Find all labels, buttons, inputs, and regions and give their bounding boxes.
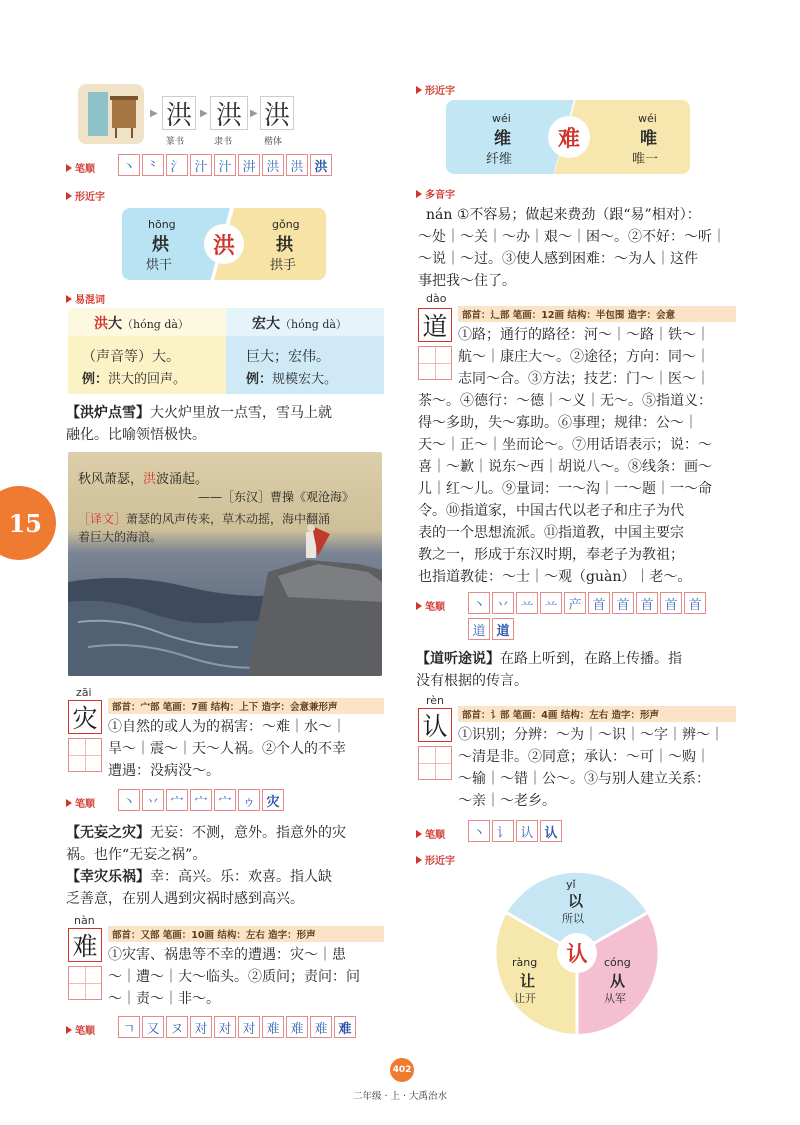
stroke-step: 洪 (262, 154, 284, 176)
zai-pinyin: zāi (76, 686, 92, 699)
poem-illustration (68, 452, 382, 676)
similar-pinyin: ràng (512, 956, 538, 969)
dao-def-line: 志同～合。③方法；技艺：门～｜医～｜ (458, 371, 710, 387)
stroke-step: 道 (492, 618, 514, 640)
stroke-step: 丷 (142, 789, 164, 811)
practice-grid (68, 966, 102, 1000)
dao-def-line: 天～｜正～｜坐而论～。⑦用话语表示；说：～ (418, 437, 712, 453)
stroke-step: ヌ (166, 1016, 188, 1038)
polyphone-line: ～处｜～关｜～办｜艰～｜困～。②不好：～听｜ (418, 229, 726, 245)
similar-char: 从 (610, 972, 626, 990)
dao-def-line: 航～｜康庄大～。②途径；方向：同～｜ (458, 349, 710, 365)
stroke-step: 宀 (166, 789, 188, 811)
stroke-step: 汁 (214, 154, 236, 176)
stroke-step: ⺀ (142, 154, 164, 176)
stroke-step: 对 (214, 1016, 236, 1038)
triangle-icon (416, 190, 422, 198)
evolution-label-regular: 楷体 (264, 137, 283, 147)
similar-char: 拱 (276, 235, 293, 255)
dao-def-line: 茶～。④德行：～德｜～义｜无～。⑤指道义： (418, 393, 712, 409)
similar-center-char: 难 (548, 116, 590, 158)
similar-pinyin: yǐ (566, 878, 576, 891)
ren-def-line: ～亲｜～老乡。 (458, 793, 556, 809)
similar-chars-label: 形近字 (66, 188, 105, 203)
confusing-meaning-left: （声音等）大。 (82, 349, 180, 365)
stroke-step: 首 (588, 592, 610, 614)
confusing-word-right: 宏大（hóng dà） (252, 316, 347, 332)
confusing-example-left: 例：洪大的回声。 (82, 372, 187, 387)
stroke-step: 难 (310, 1016, 332, 1038)
stroke-step: 氵 (166, 154, 188, 176)
poem-translation-line: 着巨大的海浪。 (78, 530, 163, 544)
triangle-icon (66, 295, 72, 303)
dao-def-line: 令。⑩指道家，中国古代以老子和庄子为代 (418, 503, 684, 519)
evolution-label-seal: 篆书 (166, 137, 185, 147)
page-footer: 二年级 · 上 · 大禹治水 (352, 1091, 448, 1102)
dao-def-line: 也指道教徒：～士｜～观（guàn）｜老～。 (418, 569, 692, 585)
dao-info: 部首：辶部 笔画：12画 结构：半包围 造字：会意 (458, 306, 736, 322)
confusing-example-right: 例：规模宏大。 (246, 372, 338, 387)
stroke-step: 又 (142, 1016, 164, 1038)
idiom-text-line: 融化。比喻领悟极快。 (66, 427, 206, 443)
similar-pinyin: wéi (638, 112, 657, 125)
nan-def-line: ①灾害、祸患等不幸的遭遇：灾～｜患 (108, 947, 346, 963)
stroke-step: 难 (286, 1016, 308, 1038)
idiom-hong-lu-dian-xue: 【洪炉点雪】大火炉里放一点雪，雪马上就 (66, 405, 332, 421)
zai-info: 部首：宀部 笔画：7画 结构：上下 造字：会意兼形声 (108, 698, 384, 714)
zai-def-line: ①自然的或人为的祸害：～难｜水～｜ (108, 719, 346, 735)
similar-chars-label: 形近字 (416, 82, 455, 97)
confusing-meaning-right: 巨大；宏伟。 (246, 349, 330, 365)
stroke-step: 䒑 (516, 592, 538, 614)
stroke-step: 丶 (468, 592, 490, 614)
ren-char: 认 (418, 708, 452, 742)
zai-char: 灾 (68, 700, 102, 734)
ren-stroke-order (468, 820, 562, 842)
polyphone-line: 事把我～住了。 (418, 273, 516, 289)
hong-similar-chars-card (122, 208, 326, 280)
stroke-order-label: 笔顺 (416, 826, 445, 841)
chapter-number: 15 (8, 508, 42, 538)
dao-def-line: 喜｜～歉｜说东～西｜胡说八～。⑧线条：画～ (418, 459, 712, 475)
stroke-step: ゥ (238, 789, 260, 811)
stroke-step: 汫 (238, 154, 260, 176)
similar-char: 唯 (640, 129, 657, 149)
dao-pinyin: dào (426, 292, 447, 305)
triangle-icon (66, 1026, 72, 1034)
evolution-arrow-icon: ▶ (150, 108, 158, 119)
stroke-step: 丶 (468, 820, 490, 842)
nan-def-line: ～｜责～｜非～。 (108, 991, 220, 1007)
stroke-order-label: 笔顺 (66, 160, 95, 175)
stroke-step: 丶 (118, 789, 140, 811)
nan-similar-chars-card (446, 100, 690, 174)
stroke-step: 对 (190, 1016, 212, 1038)
stroke-step: 首 (636, 592, 658, 614)
triangle-icon (416, 602, 422, 610)
idiom-text-line: 没有根据的传言。 (416, 673, 528, 689)
idiom-text-line: 乏善意，在别人遇到灾祸时感到高兴。 (66, 891, 304, 907)
similar-char: 让 (520, 972, 536, 990)
dao-def-line: 教之一，形成于东汉时期，奉老子为教祖； (418, 547, 684, 563)
similar-pinyin: gǒng (272, 218, 300, 231)
confusing-words-box (68, 308, 384, 394)
stroke-order-label: 笔顺 (416, 598, 445, 613)
similar-char: 以 (568, 892, 584, 910)
similar-word: 让开 (514, 992, 536, 1005)
similar-center-char: 认 (566, 941, 588, 966)
stroke-step: 汁 (190, 154, 212, 176)
similar-pinyin: cóng (604, 956, 631, 969)
ren-def-line: ①识别；分辨：～为｜～识｜～字｜辨～｜ (458, 727, 724, 743)
stroke-step: 宀 (190, 789, 212, 811)
ren-info: 部首：讠部 笔画：4画 结构：左右 造字：形声 (458, 706, 736, 722)
similar-chars-label: 形近字 (416, 852, 455, 867)
page-number: 402 (392, 1065, 412, 1075)
similar-word: 所以 (562, 912, 584, 925)
polyphone-line: ～说｜～过。③使人感到困难：～为人｜这件 (418, 251, 698, 267)
confusing-word-left: 洪大（hóng dà） (94, 316, 189, 332)
hong-stroke-order (118, 154, 332, 176)
nan-char: 难 (68, 928, 102, 962)
triangle-icon (416, 86, 422, 94)
stroke-step: 洪 (286, 154, 308, 176)
triangle-icon (66, 164, 72, 172)
poem-source: ——［东汉］曹操《观沧海》 (198, 490, 355, 504)
stroke-step: 洪 (310, 154, 332, 176)
similar-pinyin: hōng (148, 218, 176, 231)
ren-def-line: ～输｜～错｜公～。③与别人建立关系： (458, 771, 710, 787)
dao-def-line: 儿｜红～儿。⑨量词：一～沟｜一～题｜一～命 (418, 481, 712, 497)
dao-def-line: ①路；通行的路径：河～｜～路｜铁～｜ (458, 327, 710, 343)
nan-pinyin: nàn (74, 914, 95, 927)
stroke-step: 丷 (492, 592, 514, 614)
stroke-step: 䒑 (540, 592, 562, 614)
evolution-clerical-char: 洪 (210, 96, 248, 130)
stroke-step: 丶 (118, 154, 140, 176)
stroke-step: 首 (612, 592, 634, 614)
idiom-dao-ting-tu-shuo: 【道听途说】在路上听到，在路上传播。指 (416, 651, 682, 667)
chapter-badge (0, 486, 56, 560)
dao-char: 道 (418, 308, 452, 342)
stroke-step: 认 (540, 820, 562, 842)
stroke-step: 宀 (214, 789, 236, 811)
similar-center-char: 洪 (204, 224, 244, 264)
poem-line: 秋风萧瑟，洪波涌起。 (78, 472, 209, 487)
nan-stroke-order (118, 1016, 356, 1038)
zai-def-line: 旱～｜震～｜天～人祸。②个人的不幸 (108, 741, 346, 757)
similar-word: 从军 (604, 992, 626, 1005)
stroke-step: 首 (660, 592, 682, 614)
practice-grid (418, 746, 452, 780)
stroke-step: 难 (262, 1016, 284, 1038)
bronze-vessel-image (78, 84, 144, 144)
stroke-step: 对 (238, 1016, 260, 1038)
triangle-icon (66, 192, 72, 200)
nan-info: 部首：又部 笔画：10画 结构：左右 造字：形声 (108, 926, 384, 942)
triangle-icon (66, 799, 72, 807)
triangle-icon (416, 856, 422, 864)
stroke-step: 难 (334, 1016, 356, 1038)
zai-stroke-order (118, 789, 284, 811)
dao-stroke-order-row2 (468, 618, 514, 640)
stroke-step: 道 (468, 618, 490, 640)
polyphone-label: 多音字 (416, 186, 455, 201)
idiom-xing-zai-le-huo: 【幸灾乐祸】幸：高兴。乐：欢喜。指人缺 (66, 869, 332, 885)
similar-word: 唯一 (632, 152, 659, 167)
evolution-arrow-icon: ▶ (250, 108, 258, 119)
nan-def-line: ～｜遭～｜大～临头。②质问；责问：问 (108, 969, 360, 985)
dao-stroke-order (468, 592, 706, 614)
confusing-words-label: 易混词 (66, 291, 105, 306)
similar-char: 烘 (152, 235, 169, 255)
idiom-text-line: 祸。也作“无妄之祸”。 (66, 847, 207, 863)
vessel-icon (78, 84, 144, 144)
evolution-label-clerical: 隶书 (214, 137, 233, 147)
zai-def-line: 遭遇：没病没～。 (108, 763, 220, 779)
stroke-order-label: 笔顺 (66, 795, 95, 810)
ren-similar-chars-wheel (496, 872, 658, 1034)
dao-def-line: 得～多助，失～寡助。⑥事理；规律：公～｜ (418, 415, 698, 431)
stroke-step: 认 (516, 820, 538, 842)
dao-def-line: 表的一个思想流派。⑪指道教，中国主要宗 (418, 525, 684, 541)
ren-pinyin: rèn (426, 694, 445, 707)
stroke-step: 首 (684, 592, 706, 614)
practice-grid (418, 346, 452, 380)
page-number-badge (390, 1058, 414, 1082)
similar-pinyin: wéi (492, 112, 511, 125)
evolution-arrow-icon: ▶ (200, 108, 208, 119)
idiom-wu-wang-zhi-zai: 【无妄之灾】无妄：不测，意外。指意外的灾 (66, 825, 346, 841)
evolution-seal-char: 洪 (162, 96, 196, 130)
similar-char: 维 (494, 129, 511, 149)
ren-def-line: ～清是非。②同意；承认：～可｜～购｜ (458, 749, 710, 765)
stroke-order-label: 笔顺 (66, 1022, 95, 1037)
poem-translation: ［译文］萧瑟的风声传来，草木动摇，海中翻涌 (78, 512, 331, 526)
similar-word: 纤维 (486, 152, 513, 167)
stroke-step: 讠 (492, 820, 514, 842)
similar-word: 拱手 (270, 258, 297, 273)
practice-grid (68, 738, 102, 772)
triangle-icon (416, 830, 422, 838)
evolution-regular-char: 洪 (260, 96, 294, 130)
similar-word: 烘干 (146, 258, 173, 273)
stroke-step: 产 (564, 592, 586, 614)
polyphone-line: nán ①不容易；做起来费劲（跟“易”相对）： (426, 207, 701, 223)
stroke-step: 灾 (262, 789, 284, 811)
stroke-step: ㄱ (118, 1016, 140, 1038)
